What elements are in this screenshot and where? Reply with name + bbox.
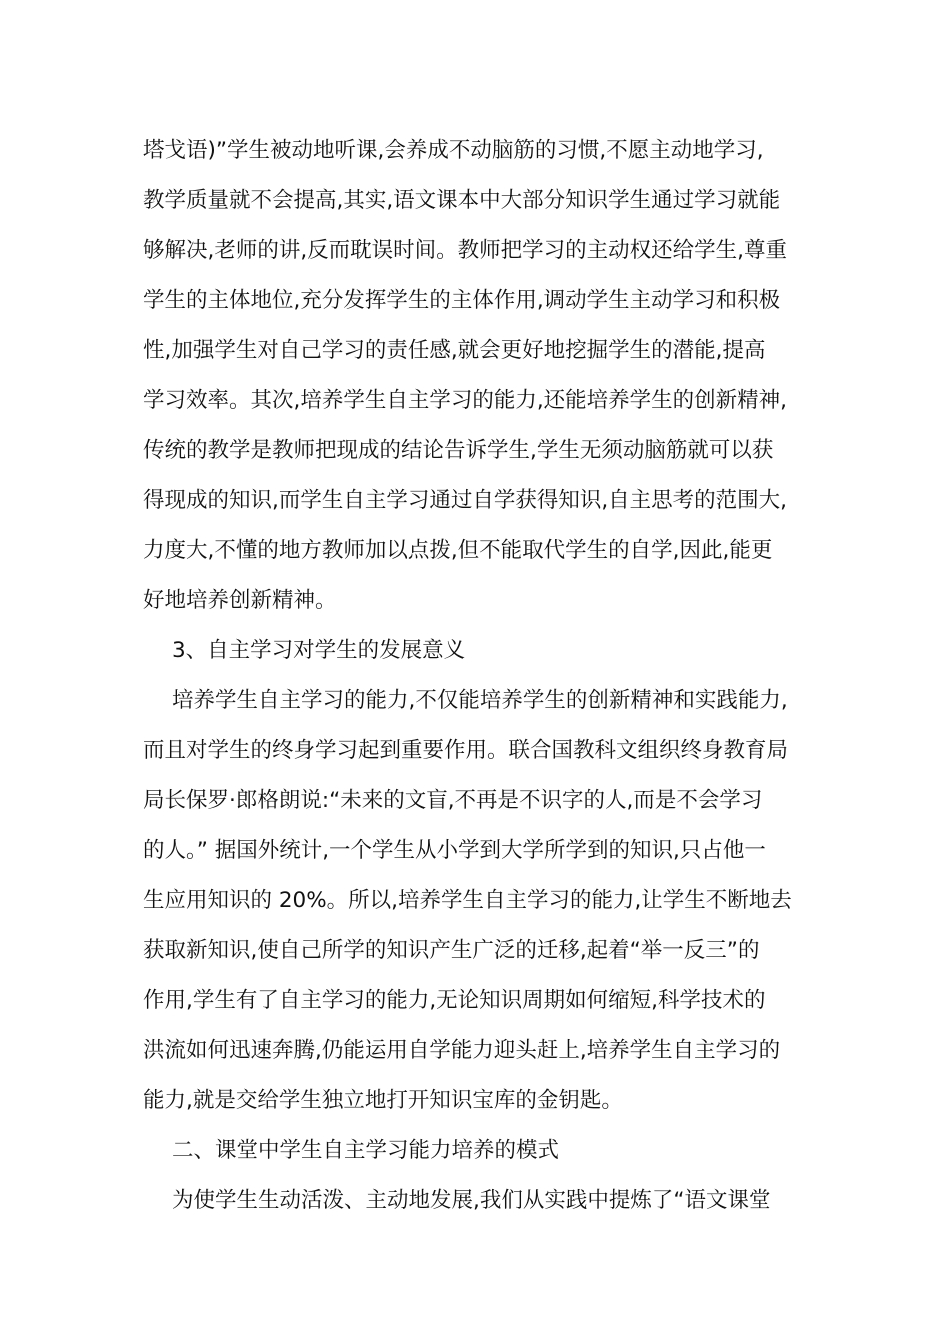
text-line: 塔戈语)”学生被动地听课,会养成不动脑筋的习惯,不愿主动地学习,	[143, 138, 764, 163]
paragraph-first-line: 培养学生自主学习的能力,不仅能培养学生的创新精神和实践能力,	[172, 688, 788, 713]
text-line: 的人。” 据国外统计,一个学生从小学到大学所学到的知识,只占他一	[143, 838, 766, 863]
text-line: 力度大,不懂的地方教师加以点拨,但不能取代学生的自学,因此,能更	[143, 538, 773, 563]
document-body	[143, 126, 823, 1226]
text-line: 教学质量就不会提高,其实,语文课本中大部分知识学生通过学习就能	[143, 188, 781, 213]
text-line: 作用,学生有了自主学习的能力,无论知识周期如何缩短,科学技术的	[143, 988, 766, 1013]
text-line: 而且对学生的终身学习起到重要作用。联合国教科文组织终身教育局	[143, 738, 789, 763]
text-line: 局长保罗·郎格朗说:“未来的文盲,不再是不识字的人,而是不会学习	[143, 788, 763, 813]
text-line: 传统的教学是教师把现成的结论告诉学生,学生无须动脑筋就可以获	[143, 438, 774, 463]
text-line: 洪流如何迅速奔腾,仍能运用自学能力迎头赶上,培养学生自主学习的	[143, 1038, 781, 1063]
text-line: 学生的主体地位,充分发挥学生的主体作用,调动学生主动学习和积极	[143, 288, 781, 313]
text-line: 学习效率。其次,培养学生自主学习的能力,还能培养学生的创新精神,	[143, 388, 788, 413]
text-line: 能力,就是交给学生独立地打开知识宝库的金钥匙。	[143, 1088, 623, 1113]
text-line: 获取新知识,使自己所学的知识产生广泛的迁移,起着“举一反三”的	[143, 938, 760, 963]
text-line: 生应用知识的 20%。所以,培养学生自主学习的能力,让学生不断地去	[143, 888, 792, 913]
paragraph-first-line: 为使学生生动活泼、主动地发展,我们从实践中提炼了“语文课堂	[172, 1188, 771, 1213]
text-line: 够解决,老师的讲,反而耽误时间。教师把学习的主动权还给学生,尊重	[143, 238, 788, 263]
text-line: 得现成的知识,而学生自主学习通过自学获得知识,自主思考的范围大,	[143, 488, 788, 513]
paragraph-first-line: 3、自主学习对学生的发展意义	[172, 638, 466, 663]
text-line: 好地培养创新精神。	[143, 588, 337, 613]
paragraph-first-line: 二、课堂中学生自主学习能力培养的模式	[172, 1138, 560, 1163]
text-line: 性,加强学生对自己学习的责任感,就会更好地挖掘学生的潜能,提高	[143, 338, 766, 363]
